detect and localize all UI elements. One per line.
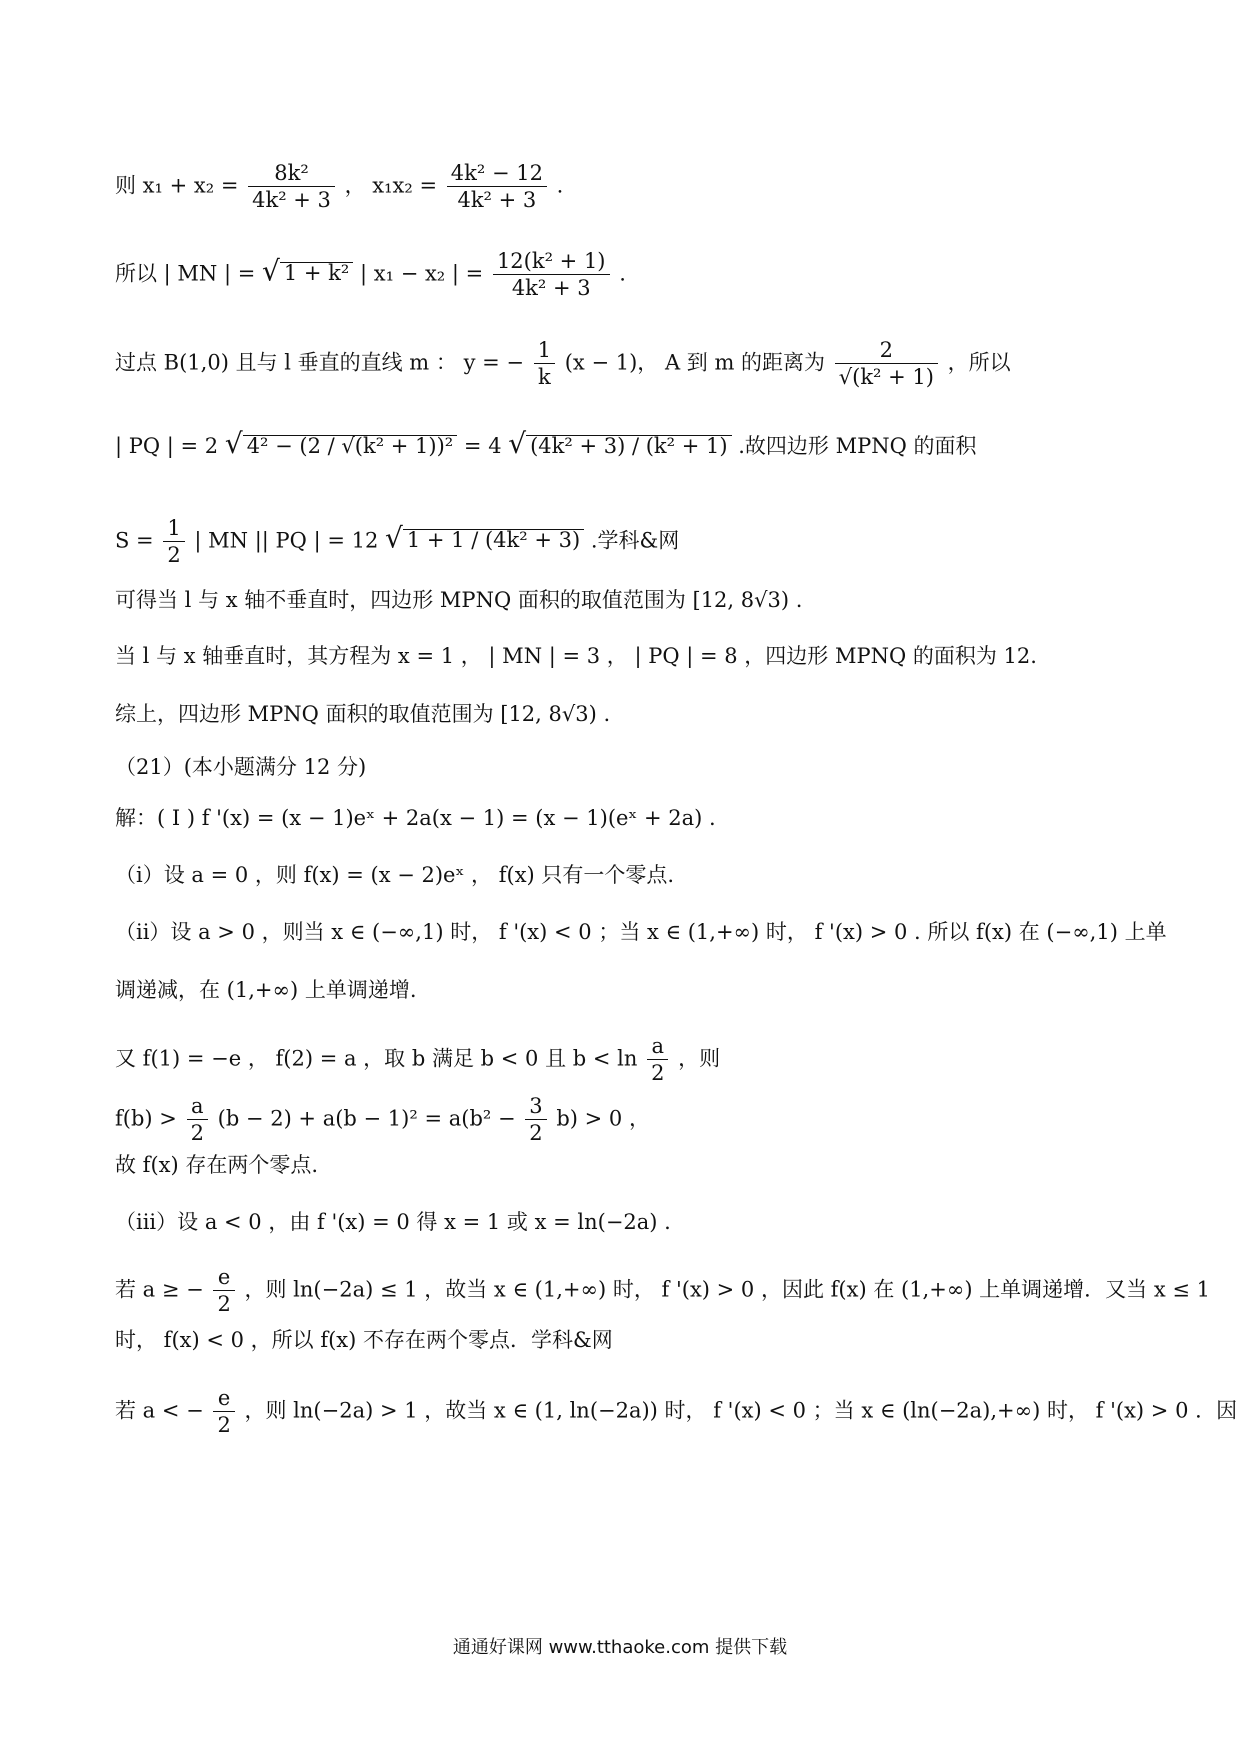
problem-heading: （21）(本小题满分 12 分) (115, 755, 367, 779)
text: 过点 B(1,0) 且与 l 垂直的直线 m ： y = − (115, 350, 524, 375)
radical-sign: √ (508, 427, 527, 460)
text: ，则 ln(−2a) > 1 ，故当 x ∈ (1, ln(−2a)) 时， f '(x) < 0 ；当 x ∈ (ln(−2a),+∞) 时， f '(x) > 0 ．因 (244, 1398, 1238, 1423)
text: 所以 | MN | = (115, 261, 256, 286)
fraction (213, 1264, 234, 1318)
text-line: 时， f(x) < 0 ，所以 f(x) 不存在两个零点．学科&网 (115, 1328, 613, 1352)
fraction (447, 160, 547, 214)
text: | MN || PQ | = 12 (194, 528, 379, 553)
text-line: （iii）设 a < 0 ，由 f '(x) = 0 得 x = 1 或 x = ln(−2a) . (115, 1210, 671, 1234)
numerator: a (647, 1033, 668, 1060)
text: ，所以 (947, 350, 1011, 375)
equation-line-case-lt (115, 1385, 1237, 1439)
text: (x − 1)， A 到 m 的距离为 (564, 350, 826, 375)
denominator: 2 (167, 543, 181, 568)
text: ，则 ln(−2a) ≤ 1 ，故当 x ∈ (1,+∞) 时， f '(x) > 0 ，因此 f(x) 在 (1,+∞) 上单调递增．又当 x ≤ 1 (244, 1277, 1211, 1302)
text: = 4 (463, 434, 502, 458)
equation-line-sum-product (115, 160, 563, 214)
text: f(b) > (115, 1106, 177, 1131)
text: ，则 (678, 1046, 721, 1071)
denominator: 2 (529, 1121, 543, 1146)
numerator: 1 (534, 337, 555, 364)
radical-sign: √ (385, 521, 403, 555)
text: S = (115, 528, 154, 553)
numerator: 4k² − 12 (447, 160, 547, 187)
equation-line-line-m (115, 337, 1011, 391)
numerator: 1 (163, 515, 184, 542)
radicand: (4k² + 3) / (k² + 1) (526, 435, 731, 457)
denominator: k (537, 365, 551, 390)
fraction (534, 337, 555, 391)
text-line: 故 f(x) 存在两个零点. (115, 1153, 319, 1177)
numerator: 3 (525, 1093, 546, 1120)
text-line: 可得当 l 与 x 轴不垂直时，四边形 MPNQ 面积的取值范围为 [12, 8√3) . (115, 588, 803, 612)
denominator: 4k² + 3 (252, 188, 331, 213)
text: | PQ | = 2 (115, 434, 219, 458)
text: 若 a ≥ − (115, 1277, 204, 1302)
denominator: √(k² + 1) (838, 365, 934, 390)
text: | x₁ − x₂ | = (360, 261, 484, 286)
denominator: 2 (217, 1413, 231, 1438)
equation-line-case-ge (115, 1264, 1210, 1318)
equation-line-b-choice (115, 1033, 720, 1087)
fraction (213, 1385, 234, 1439)
fraction (248, 160, 335, 214)
text-line: 调递减，在 (1,+∞) 上单调递增. (115, 978, 417, 1002)
numerator: 8k² (248, 160, 335, 187)
fraction (835, 337, 938, 391)
radical-sign: √ (262, 254, 280, 288)
text-line: 当 l 与 x 轴垂直时，其方程为 x = 1 ， | MN | = 3 ， | PQ | = 8 ，四边形 MPNQ 的面积为 12. (115, 644, 1037, 668)
radicand: 1 + 1 / (4k² + 3) (403, 529, 584, 551)
denominator: 2 (217, 1292, 231, 1317)
numerator: e (213, 1385, 234, 1412)
page-footer: 通通好课网 www.tthaoke.com 提供下载 (452, 1637, 788, 1658)
equation-line-pq (115, 427, 977, 460)
text: .学科&网 (590, 528, 680, 553)
fraction (187, 1093, 208, 1147)
text: b) > 0 ， (556, 1106, 650, 1131)
equation-line-fb (115, 1093, 650, 1147)
fraction (647, 1033, 668, 1087)
equation-line-mn (115, 248, 626, 302)
text-line: （ii）设 a > 0 ，则当 x ∈ (−∞,1) 时， f '(x) < 0 ；当 x ∈ (1,+∞) 时， f '(x) > 0 . 所以 f(x) 在 (−∞,1) 上单 (115, 920, 1167, 944)
denominator: 4k² + 3 (457, 188, 537, 213)
numerator: e (213, 1264, 234, 1291)
equation-line-area (115, 515, 679, 569)
text: ， x₁x₂ = (344, 173, 438, 198)
text: . (619, 261, 626, 286)
radicand: 1 + k² (280, 262, 353, 284)
text: . (556, 173, 564, 198)
text: 若 a < − (115, 1398, 204, 1423)
denominator: 4k² + 3 (511, 276, 591, 301)
text-line: （i）设 a = 0 ，则 f(x) = (x − 2)eˣ ， f(x) 只有一个零点. (115, 863, 675, 887)
text-line: 综上，四边形 MPNQ 面积的取值范围为 [12, 8√3) . (115, 702, 611, 726)
fraction (493, 248, 610, 302)
denominator: 2 (190, 1121, 204, 1146)
text: 则 x₁ + x₂ = (115, 173, 239, 198)
text: .故四边形 MPNQ 的面积 (738, 434, 977, 458)
radical-sign: √ (224, 427, 243, 460)
fraction (525, 1093, 546, 1147)
text: (b − 2) + a(b − 1)² = a(b² − (217, 1106, 516, 1131)
numerator: 12(k² + 1) (493, 248, 610, 275)
text: 又 f(1) = −e ， f(2) = a ，取 b 满足 b < 0 且 b < ln (115, 1046, 638, 1071)
text-line: 解：( I ) f '(x) = (x − 1)eˣ + 2a(x − 1) = (x − 1)(eˣ + 2a) . (115, 806, 716, 830)
denominator: 2 (651, 1061, 665, 1086)
numerator: 2 (835, 337, 938, 364)
numerator: a (187, 1093, 208, 1120)
fraction (163, 515, 184, 569)
radicand: 4² − (2 / √(k² + 1))² (243, 435, 458, 457)
